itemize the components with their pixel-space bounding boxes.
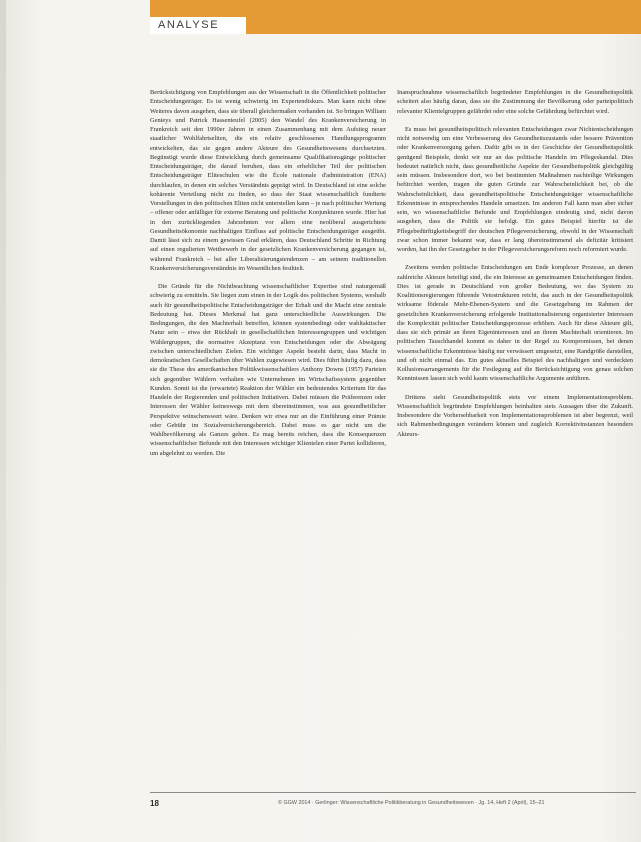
- paragraph: Zweitens werden politische Entscheidungen am Ende komplexer Prozesse, an denen zahlreiche Akteure beteiligt sind, die ein Interesse an gemeinsamen Entscheidungen finden. Dies ist gerade in Deutschland von großer Bedeutung, wo das System zu Koalitionsregierungen führende Vetostrukturen reicht, das auch in der Gesundheitspolitik wirksame föderale Mehr-Ebenen-System und die Gesetzgebung im Rahmen der gesetzlichen Krankenversicherung erfolgende Institutionalisierung organisierter Interessen die Komplexität politischer Entscheidungsprozesse erhöhen. Auch für diese Akteure gilt, dass sie sich primär an ihren Eigeninteressen und an ihrem Machterhalt orientieren. Im politischen Tauschhandel kommt es daher in der Regel zu Kompromissen, bei denen wissenschaftliche Erkenntnisse häufig nur verwässert umgesetzt, eine Randgröße darstellen, und oft nicht einmal das. Ein gutes aktuelles Beispiel des nachhaltigen und verdeckten Kollusionsarrangements für die Festlegung auf die Berücksichtigung von genau solchen Kenntnissen lassen sich wohl kaum wissenschaftliche Argumente anführen.: [397, 264, 633, 383]
- page-edge-shadow: [0, 0, 6, 842]
- text-column-left: [150, 88, 386, 458]
- paragraph: Drittens steht Gesundheitspolitik stets vor einem Implementationsproblem. Wissenschaftlich begründete Empfehlungen beinhalten stets Aussagen über die Zukunft. Insbesondere die Vorhersehbarkeit von Implementationsproblemen ist aber begrenzt, weil sich Rahmenbedingungen verändern können und zugleich Korrektivinstanzen besonders Akteurs-: [397, 393, 633, 438]
- paragraph: Es muss bei gesundheitspolitisch relevanten Entscheidungen zwar Nichtentscheidungen nicht notwendig um eine Verbesserung des Gesundheitszustands oder bessere Prävention oder Krankenversorgung gehen. Dafür gibt es in der Geschichte der Gesundheitspolitik genügend Beispiele, denkt wir nur an das politische Handeln im Pflegeskandal. Dies bedeutet natürlich nicht, dass gesundheitliche Aspekte der Gesundheitspolitik gleichgültig sein müssen. Insbesondere dort, wo bei bestimmten Maßnahmen nachteilige Wirkungen befürchtet werden, tragen die guten Gründe zur Wahrscheinlichkeit bei, ob die Wahrscheinlichkeit, dass gesundheitspolitische Entscheidungsträger wissenschaftliche Erkenntnisse in entsprechendes Handeln umsetzen. Im anderen Fall kann man aber sicher sein, wo wissenschaftliche Befunde und Empfehlungen eindeutig sind, nicht davon ausgehen, dass die Politik sie befolgt. Ein gutes Beispiel hierfür ist die Pflegebedürftigkeitsbegriff der deutschen Pflegeversicherung, obwohl in der Wissenschaft zwar schon immer bekannt war, dass er lang übereinstimmend als defizitär kritisiert worden, hat ihn der Gesetzgeber in der Pflegeversicherungsreform noch reformiert wurde.: [397, 125, 633, 253]
- page-number: 18: [150, 799, 159, 808]
- paragraph: Inanspruchnahme wissenschaftlich begründeter Empfehlungen in die Gesundheitspolitik scheitert also häufig daran, dass sie die Zustimmung der Bevölkerung oder parteipolitisch relevanter Klientelgruppen gefährdet oder eine solche Gefährdung befürchtet wird.: [397, 89, 633, 115]
- paragraph: Die Gründe für die Nichtbeachtung wissenschaftlicher Expertise sind naturgemäß schwierig zu ermitteln. Sie liegen zum einen in der Logik des politischen Systems, weshalb auch für gesundheitspolitische Entscheidungsträger der Erhalt und die Macht eine zentrale Bedeutung hat. Dieses Merkmal hat ganz unterschiedliche Auswirkungen. Die Bedingungen, die den Machterhalt betreffen, können systembedingt oder wahltaktischer Natur sein – etwa der Rückhalt in gesellschaftlichen Interessengruppen und wichtigen Wählergruppen, die normative Akzeptanz von Entscheidungen oder die Abwägung zwischen unterschiedlichen Zielen. Ein wichtiger Aspekt besteht darin, dass Macht in demokratischen Gesellschaften über Wahlen zugewiesen wird. Dies führt häufig dazu, dass sie die These des amerikanischen Politikwissenschaftlers Anthony Downs (1957) Parteien sich gegenüber Wählern verhalten wie Unternehmen im Wirtschaftssystem gegenüber Kunden. Somit ist die (erwartete) Reaktion der Wähler ein bedeutendes Kriterium für das Handeln der Regierenden und politischen Initiativen. Dabei müssen die Präferenzen oder Interessen der Wähler keineswegs mit dem übereinstimmen, was aus gesundheitlicher Perspektive wünschenswert wäre. Denken wir etwa nur an die Einführung einer Prämie oder Gebühr im Sozialversicherungsbereich. Dabei muss es gar nicht um die Wahlbevölkerung als Ganzes gehen. Es mag bereits reichen, dass die Konsequenzen wissenschaftlicher Befunde mit den Interessen wichtiger Klientelen einer Partei kollidieren, um abgelehnt zu werden. Die: [150, 283, 386, 457]
- footer-divider: [150, 792, 636, 793]
- text-column-right: [397, 88, 633, 439]
- section-label: ANALYSE: [158, 19, 220, 31]
- footer-citation: © GGW 2014 · Gerlinger: Wissenschaftliche Politikberatung in Gesundheitswesen · Jg. 14, Heft 2 (April), 15–21: [278, 800, 545, 806]
- paragraph: Berücksichtigung von Empfehlungen aus der Wissenschaft in die Öffentlichkeit politischer Entscheidungsträger. Es ist wenig schwierig im Expertendiskurs. Man kann nicht ohne Weiteres davon ausgehen, dass sie überall gleichermaßen vorhanden ist. So bringen William Genieys und Patrick Hassenteufel (2005) den Wandel des Krankenversicherung in Frankreich seit den 1990er Jahren in einen Zusammenhang mit dem Aufstieg neuer staatlicher Wohlfahrtseliten, die ein relativ geschlossenes Handlungsprogramm entwickelten, das sie gegen andere Akteure des Gesundheitswesens durchsetzten. Begünstigt wurde diese Entwicklung durch gemeinsame Qualifikationsgänge politischer Entscheidungsträger, die darauf beruhen, dass ein erheblicher Teil der politischen Entscheidungsträger Eliteschulen wie die École nationale d'administration (ENA) durchlaufen, in denen ein solches Verständnis geprägt wird. In Deutschland ist eine solche kohärente Verteilung nicht zu finden, so dass der Staat wissenschaftlich fundierte Vorstellungen in den politischen Eliten nicht unterstellen kann – je nach politischer Wertung – offener oder anfälliger für externe Beratung und politische Konjunkturen wurde. Hier hat in den zurückliegenden Jahrzehnten vor allem eine neoliberal ausgerichtete Gesundheitsökonomie nachhaltigen Einfluss auf politische Entscheidungsträger ausgeübt. Damit lässt sich zu einem gewissen Grad erklären, dass Deutschland Schritte in Richtung auf einen regulierten Wettbewerb in der gesetzlichen Krankenversicherung gegangen ist, während Frankreich – bei aller Liberalisierungstendenzen – am seinem traditionellen Krankenversicherungsverständnis im Wesentlichen festhielt.: [150, 89, 386, 272]
